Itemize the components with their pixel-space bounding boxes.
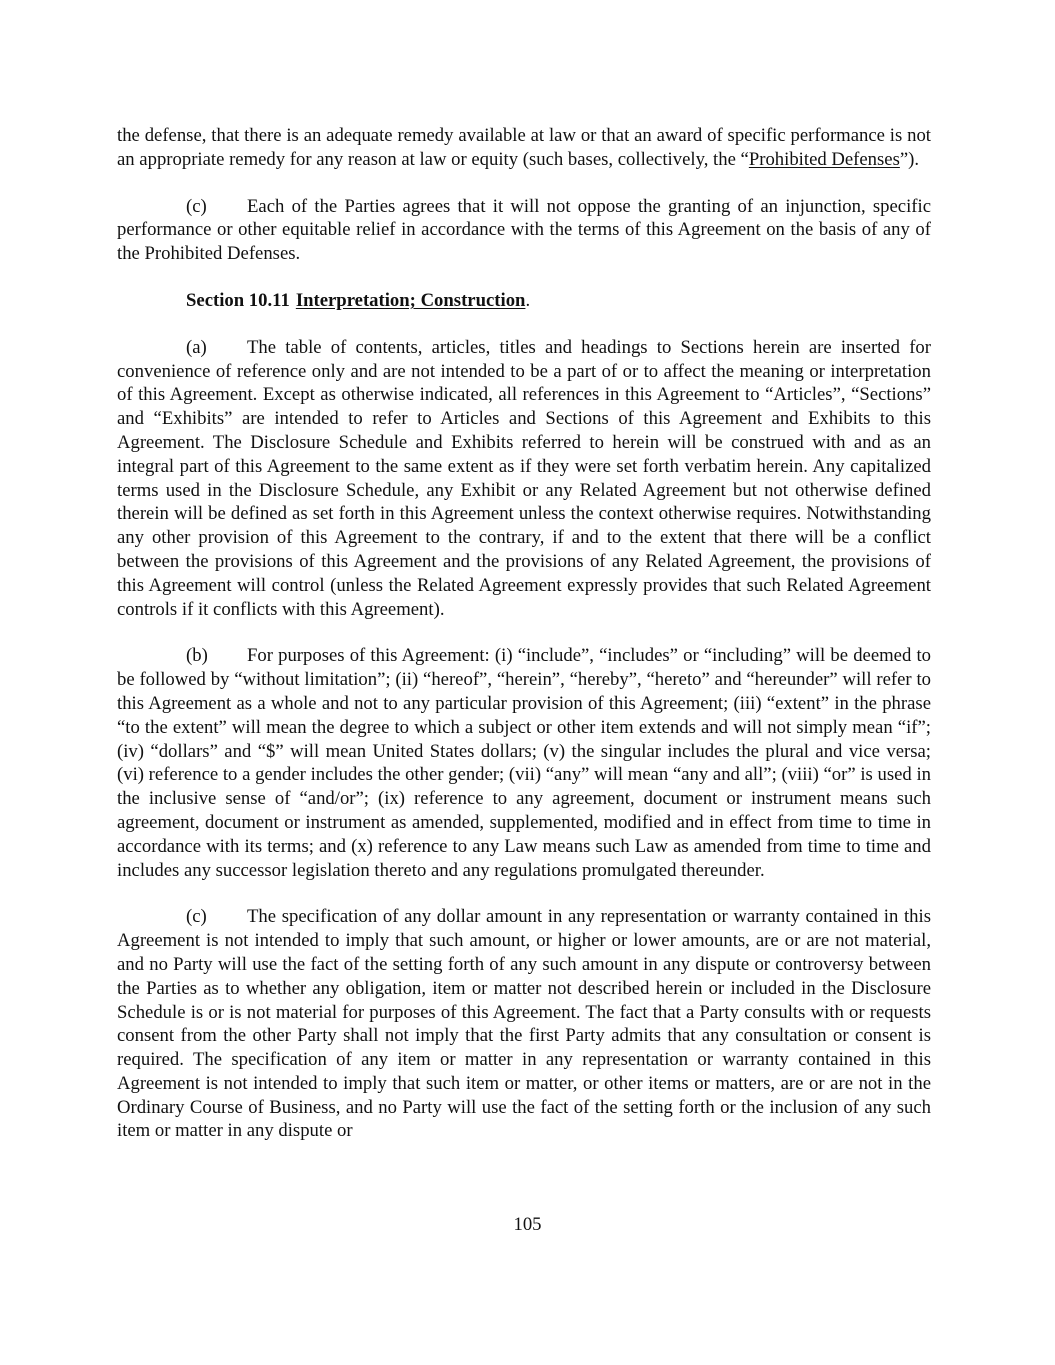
paragraph-b-purposes: [117, 644, 931, 882]
section-period: .: [525, 289, 531, 311]
paragraph-label: (c): [186, 906, 207, 928]
paragraph-text: The specification of any dollar amount in any representation or warranty contained in this Agreement is not intended to imply that such amount, or higher or lower amounts, are or are not material, and no Party will use the fact of the setting forth of any such amount in any dispute or controversy between the Parties as to whether any obligation, item or matter not described herein or included in the Disclosure Schedule is or is not material for purposes of this Agreement. The fact that a Party consults with or requests consent from the other Party shall not imply that the first Party admits that any consultation or consent is required. The specification of any item or matter in any representation or warranty contained in this Agreement is not intended to imply that such item or matter, or other items or matters, are or are not in the Ordinary Course of Business, and no Party will use the fact of the setting forth or the inclusion of any such item or matter in any dispute or: [117, 906, 931, 1142]
paragraph-c-dollar-amount: [117, 905, 931, 1143]
paragraph-text: For purposes of this Agreement: (i) “include”, “includes” or “including” will be deemed to be followed by “without limitation”; (ii) “hereof”, “herein”, “hereby”, “hereto” and “hereunder” will refer to this Agreement as a whole and not to any particular provision of this Agreement; (iii) “extent” in the phrase “to the extent” will mean the degree to which a subject or other item extends and will not simply mean “if”; (iv) “dollars” and “$” will mean United States dollars; (v) the singular includes the plural and vice versa; (vi) reference to a gender includes the other gender; (vii) “any” will mean “any and all”; (viii) “or” is used in the inclusive sense of “and/or”; (ix) reference to any agreement, document or instrument means such agreement, document or instrument as amended, supplemented, modified and in effect from time to time in accordance with its terms; and (x) reference to any Law means such Law as amended from time to time and includes any successor legislation thereto and any regulations promulgated thereunder.: [117, 645, 931, 881]
paragraph-text: Each of the Parties agrees that it will not oppose the granting of an injunction, specific performance or other equitable relief in accordance with the terms of this Agreement on the basis of any of the Prohibited Defenses.: [117, 195, 931, 265]
defined-term-prohibited-defenses: Prohibited Defenses: [748, 148, 900, 170]
paragraph-text: the defense, that there is an adequate remedy available at law or that an award of specific performance is not an appropriate remedy for any reason at law or equity (such bases, collectively, the “: [117, 125, 931, 170]
document-page: [117, 124, 931, 1166]
paragraph-c-injunction: [117, 195, 931, 266]
paragraph-label: (c): [186, 195, 207, 217]
paragraph-text-end: ”).: [899, 148, 920, 170]
section-title: Interpretation; Construction: [295, 289, 526, 311]
section-heading: [117, 289, 931, 313]
paragraph-label: (a): [186, 336, 207, 358]
page-number: 105: [513, 1214, 542, 1235]
section-number: Section 10.11: [186, 289, 290, 311]
paragraph-label: (b): [186, 645, 208, 667]
paragraph-a-table-of-contents: [117, 336, 931, 622]
paragraph-text: The table of contents, articles, titles and headings to Sections herein are inserted for convenience of reference only and are not intended to be a part of or to affect the meaning or interpretation of this Agreement. Except as otherwise indicated, all references in this Agreement to “Articles”, “Sections” and “Exhibits” are intended to refer to Articles and Sections of this Agreement and Exhibits to this Agreement. The Disclosure Schedule and Exhibits referred to herein will be construed with and as an integral part of this Agreement to the same extent as if they were set forth verbatim herein. Any capitalized terms used in the Disclosure Schedule, any Exhibit or any Related Agreement but not otherwise defined therein will be defined as set forth in this Agreement unless the context otherwise requires. Notwithstanding any other provision of this Agreement to the contrary, if and to the extent that there will be a conflict between the provisions of this Agreement and the provisions of any Related Agreement, the provisions of this Agreement will control (unless the Related Agreement expressly provides that such Related Agreement controls if it conflicts with this Agreement).: [117, 336, 931, 620]
paragraph-prohibited-defenses: [117, 124, 931, 172]
